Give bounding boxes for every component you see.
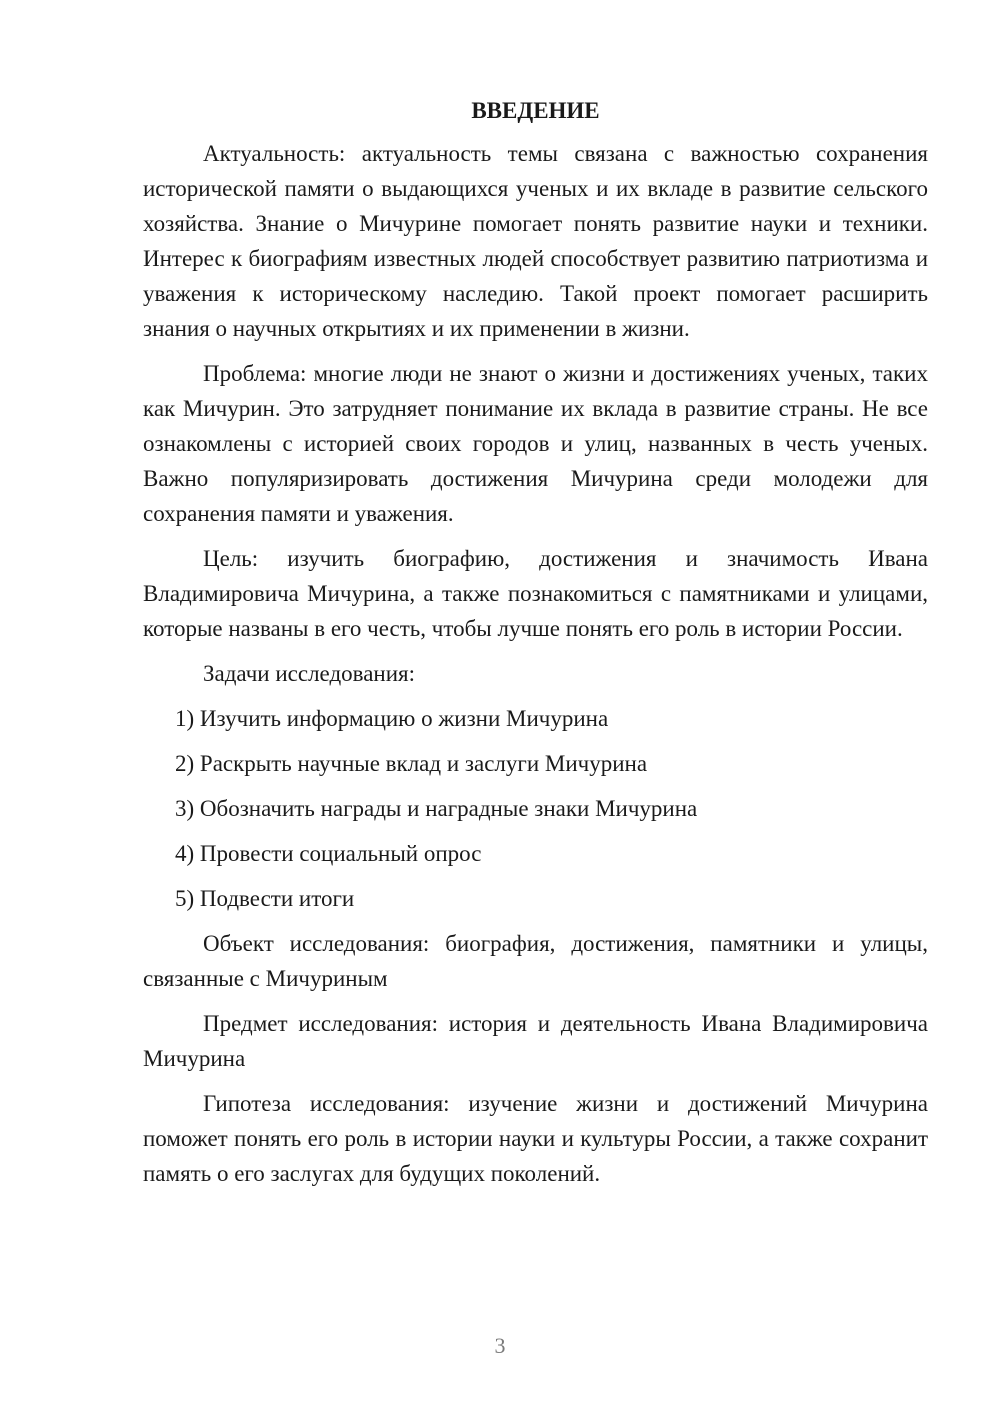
subject-paragraph: Предмет исследования: история и деятельность Ивана Владимировича Мичурина (143, 1011, 928, 1071)
list-item: 5) Подвести итоги (175, 886, 355, 911)
page-number: 3 (494, 1333, 506, 1358)
problem-paragraph: Проблема: многие люди не знают о жизни и достижениях ученых, таких как Мичурин. Это затрудняет понимание их вклада в развитие страны. Не все ознакомлены с историей своих городов и улиц, названных в честь ученых. Важно популяризировать достижения Мичурина среди молодежи для сохранения памяти и уважения. (143, 361, 928, 526)
tasks-label: Задачи исследования: (203, 661, 416, 686)
list-item: 2) Раскрыть научные вклад и заслуги Мичурина (175, 751, 648, 776)
list-item: 1) Изучить информацию о жизни Мичурина (175, 706, 609, 731)
list-item: 3) Обозначить награды и наградные знаки Мичурина (175, 796, 698, 821)
section-title: ВВЕДЕНИЕ (471, 98, 600, 123)
document-page (143, 96, 928, 1201)
object-paragraph: Объект исследования: биография, достижения, памятники и улицы, связанные с Мичуриным (143, 931, 928, 991)
relevance-paragraph: Актуальность: актуальность темы связана с важностью сохранения исторической памяти о выдающихся ученых и их вкладе в развитие сельского хозяйства. Знание о Мичурине помогает понять развитие науки и техники. Интерес к биографиям известных людей способствует развитию патриотизма и уважения к историческому наследию. Такой проект помогает расширить знания о научных открытиях и их применении в жизни. (143, 141, 928, 341)
tasks-list (143, 701, 928, 916)
goal-paragraph: Цель: изучить биографию, достижения и значимость Ивана Владимировича Мичурина, а также познакомиться с памятниками и улицами, которые названы в его честь, чтобы лучше понять его роль в истории России. (143, 546, 928, 641)
list-item: 4) Провести социальный опрос (175, 841, 482, 866)
hypothesis-paragraph: Гипотеза исследования: изучение жизни и достижений Мичурина поможет понять его роль в истории науки и культуры России, а также сохранит память о его заслугах для будущих поколений. (143, 1091, 928, 1186)
